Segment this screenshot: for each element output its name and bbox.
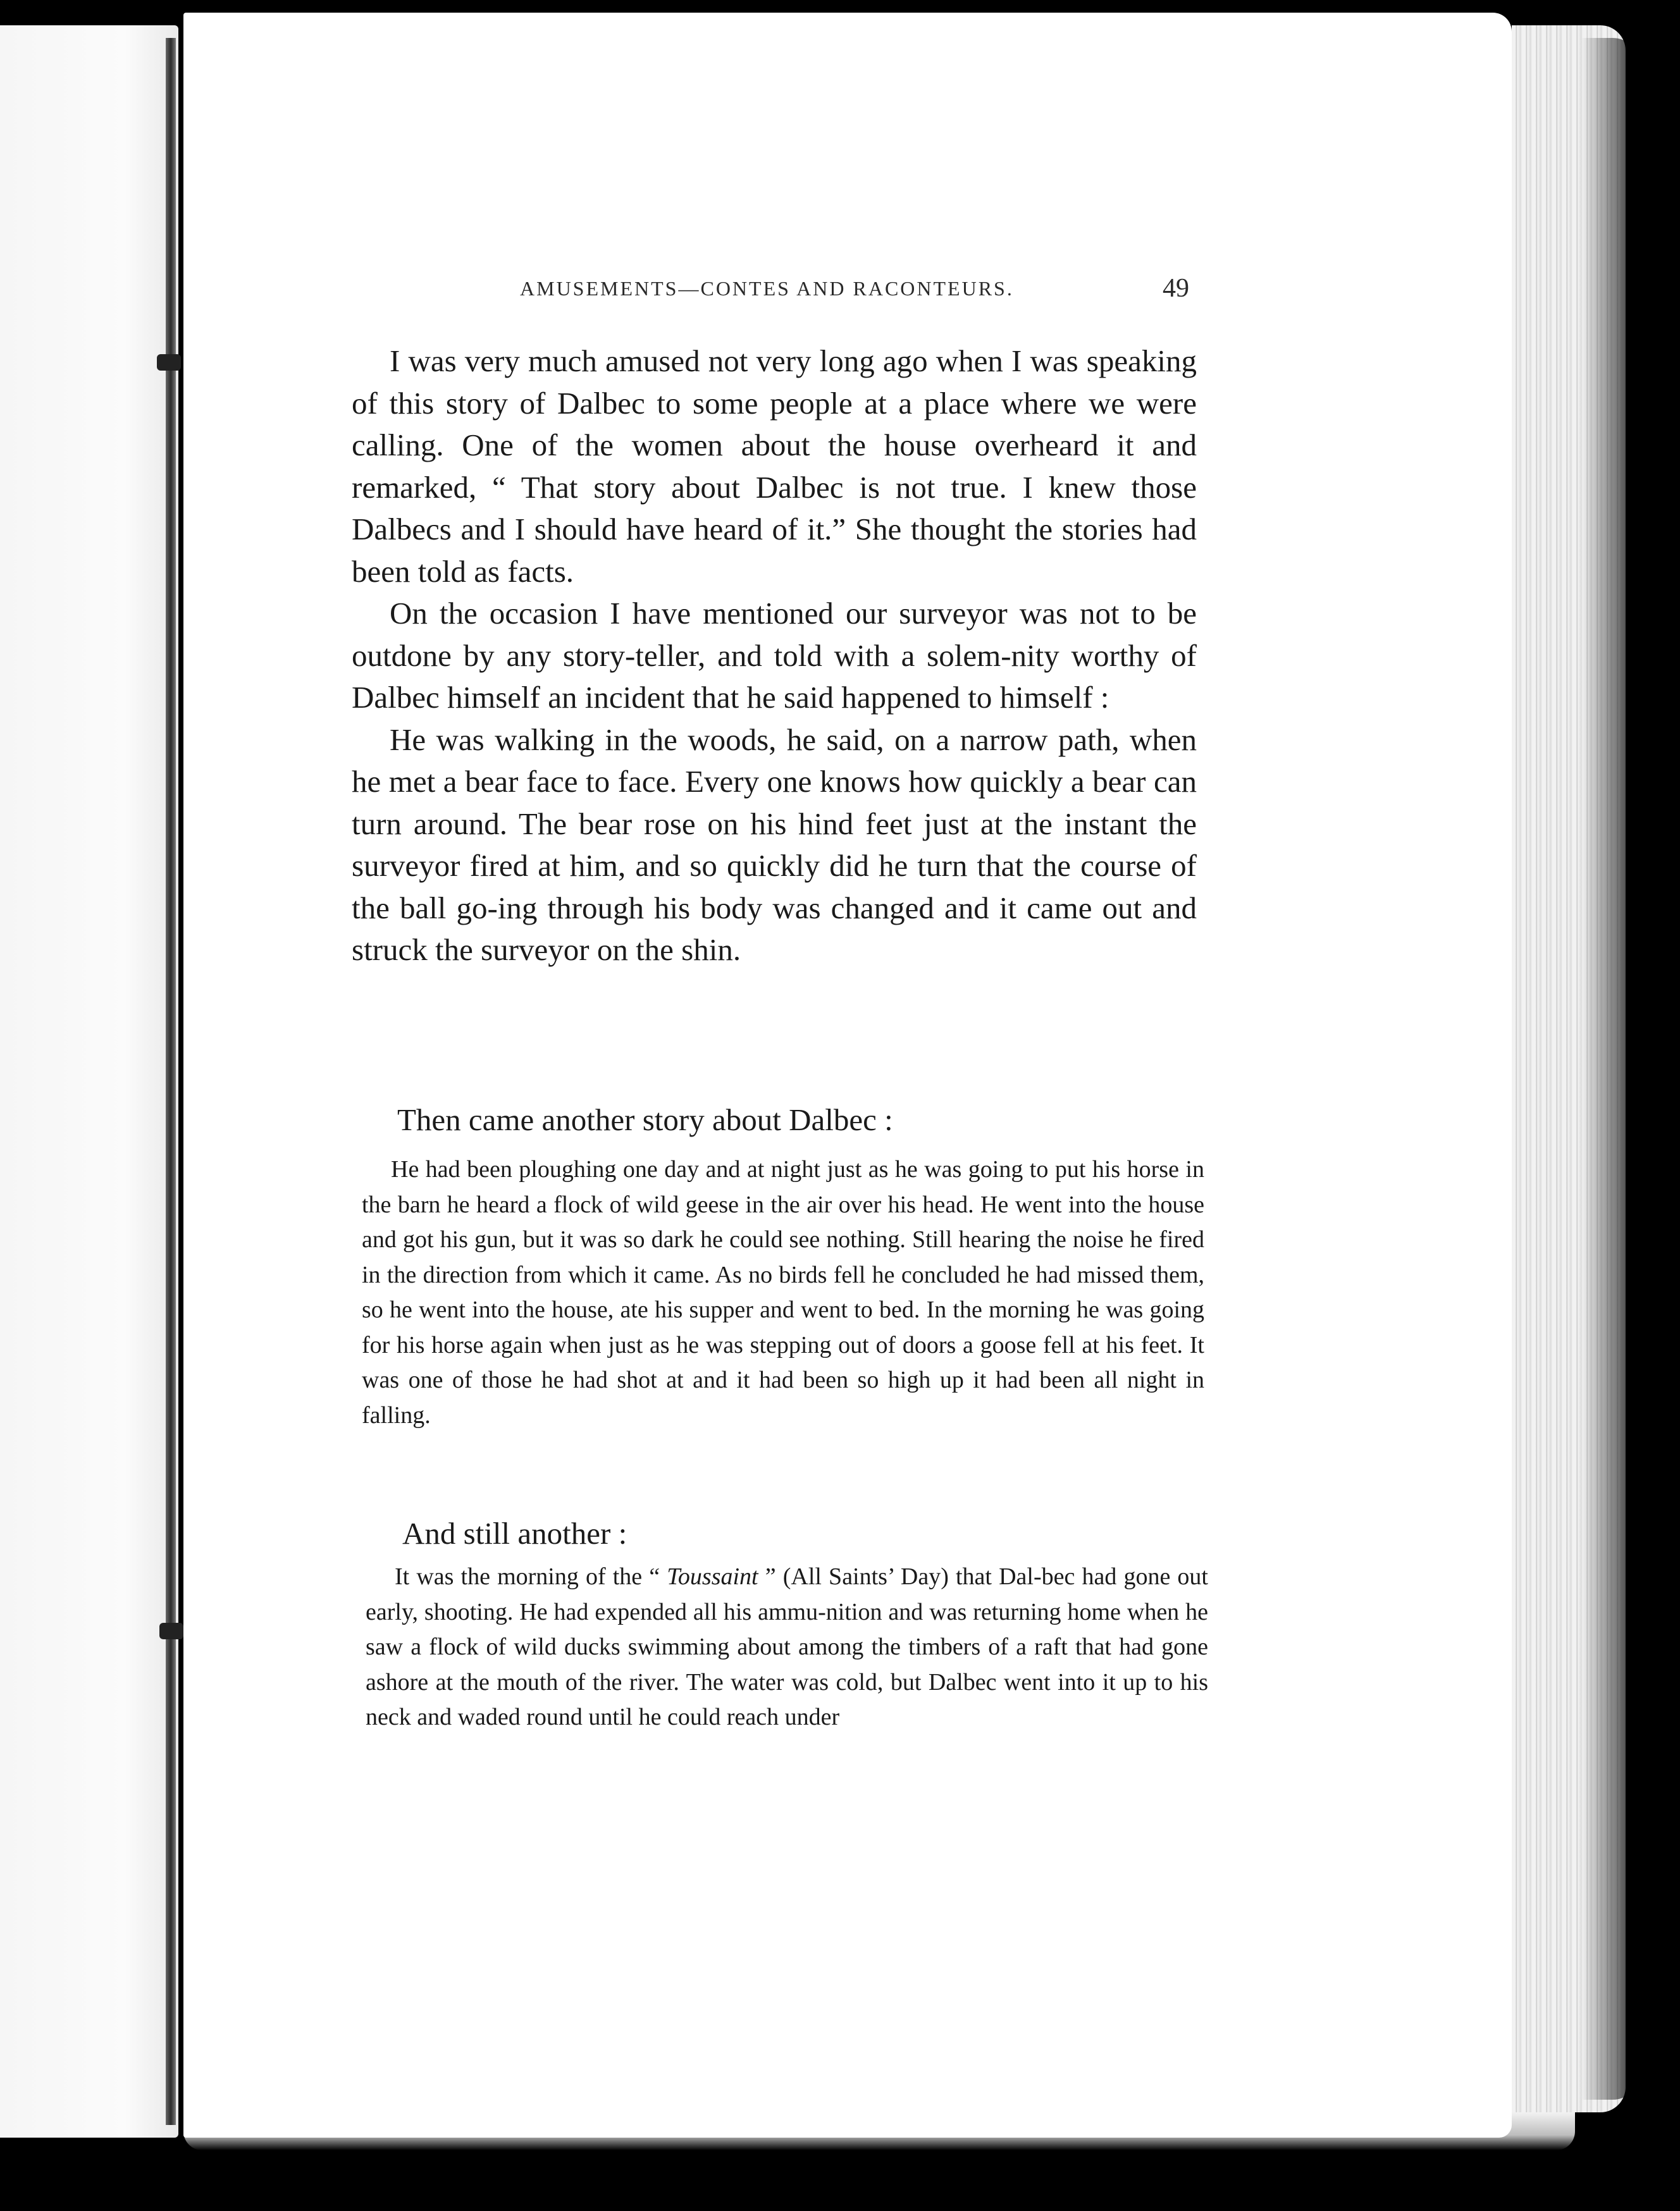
paragraph-2: On the occasion I have mentioned our surveyor was not to be outdone by any story-teller, and told with a solem-nity worthy of Dalbec himself an incident that he said happened to himself : xyxy=(352,596,1197,715)
narrative-block xyxy=(352,340,1197,971)
lead-in-1-block xyxy=(352,1099,1197,1141)
lead-in-2-block xyxy=(352,1513,1197,1555)
story-1: He had been ploughing one day and at night just as he was going to put his horse in the barn he heard a flock of wild geese in the air over his head. He went into the house and got his gun, but it was so dark he could see nothing. Still hearing the noise he fired in the direction from which it came. As no birds fell he concluded he had missed them, so he went into the house, ate his supper and went to bed. In the morning he was going for his horse again when just as he was stepping out of doors a goose fell at his feet. It was one of those he had shot at and it had been so high up it had been all night in falling. xyxy=(362,1156,1204,1429)
paragraph-3: He was walking in the woods, he said, on a narrow path, when he met a bear face to face. Every one knows how quickly a bear can turn around. The bear rose on his hind feet just at the instant the surveyor fired at him, and so quickly did he turn that the course of the ball go-ing through his body was changed and it came out and struck the surveyor on the shin. xyxy=(352,722,1197,967)
lead-in-2: And still another : xyxy=(402,1516,627,1551)
story-2-start: It was the morning of the “ xyxy=(395,1563,667,1590)
binding-clip-bottom xyxy=(159,1623,183,1639)
story-2-rest: ” (All Saints’ Day) that Dal-bec had gone out early, shooting. He had expended all his ammu-nition and was returning home when he saw a flock of wild ducks swimming about among the timbers of a raft that had gone ashore at the mouth of the river. The water was cold, but Dalbec went into it up to his neck and waded round until he could reach under xyxy=(366,1563,1208,1730)
story-2 xyxy=(366,1560,1208,1735)
book-page xyxy=(183,13,1512,2138)
running-head: AMUSEMENTS—CONTES AND RACONTEURS. xyxy=(520,277,1014,300)
book-binding xyxy=(166,38,176,2125)
page-number: 49 xyxy=(1163,274,1189,303)
page-edge-shadow xyxy=(1581,38,1638,2100)
paragraph-1: I was very much amused not very long ago when I was speaking of this story of Dalbec to some people at a place where we were calling. One of the women about the house overheard it and remarked, “ That story about Dalbec is not true. I knew those Dalbecs and I should have heard of it.” She thought the stories had been told as facts. xyxy=(352,343,1197,589)
binding-clip-top xyxy=(157,354,181,371)
story-2-italic: Toussaint xyxy=(667,1563,758,1590)
left-page-edge xyxy=(0,25,178,2138)
story-block-1 xyxy=(362,1152,1204,1433)
lead-in-1: Then came another story about Dalbec : xyxy=(397,1102,893,1137)
story-block-2 xyxy=(366,1560,1208,1735)
